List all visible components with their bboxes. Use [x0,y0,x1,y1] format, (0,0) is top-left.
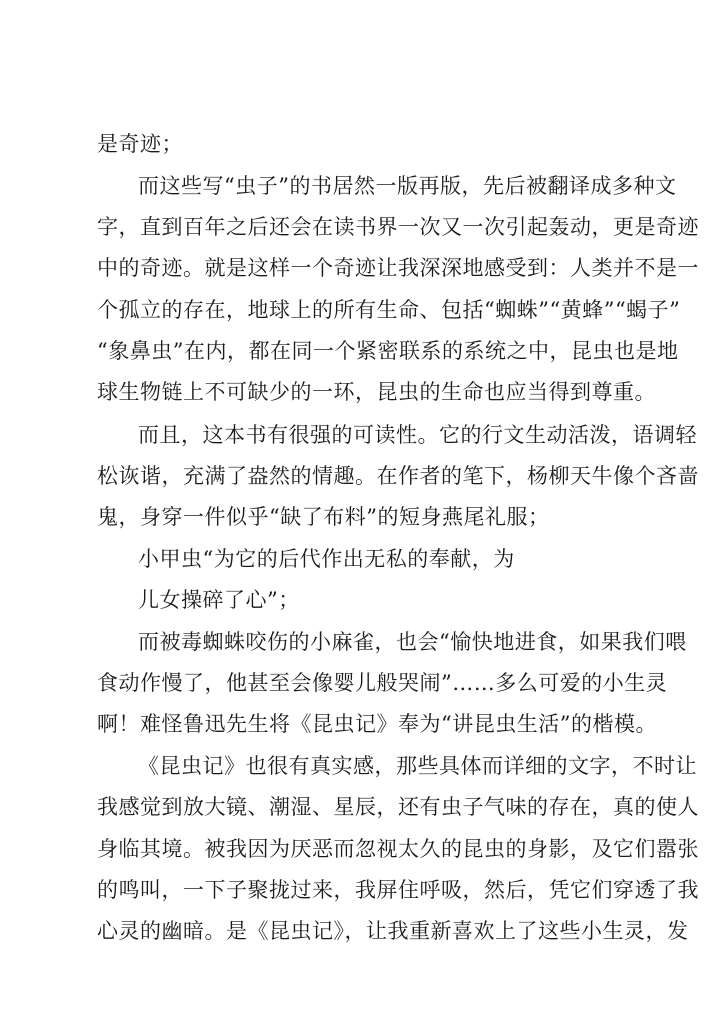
text-line: 啊！难怪鲁迅先生将《昆虫记》奉为“讲昆虫生活”的楷模。 [97,712,657,736]
text-line: 的鸣叫，一下子聚拢过来，我屏住呼吸，然后，凭它们穿透了我 [97,878,699,902]
text-line: 球生物链上不可缺少的一环，昆虫的生命也应当得到尊重。 [97,380,656,404]
text-line: 而且，这本书有很强的可读性。它的行文生动活泼，语调轻 [138,423,697,447]
text-line: 儿女操碎了心”； [138,588,300,612]
text-line: 身临其境。被我因为厌恶而忽视太久的昆虫的身影，及它们嚣张 [97,837,699,861]
text-line: 而被毒蜘蛛咬伤的小麻雀，也会“愉快地进食，如果我们喂 [138,630,687,654]
text-line: 小甲虫“为它的后代作出无私的奉献，为 [138,547,515,571]
text-line: 个孤立的存在，地球上的所有生命、包括“蜘蛛”“黄蜂”“蝎子” [97,298,681,322]
text-line: 而这些写“虫子”的书居然一版再版，先后被翻译成多种文 [138,174,677,198]
text-line: 鬼，身穿一件似乎“缺了布料”的短身燕尾礼服； [97,505,550,529]
text-line: 中的奇迹。就是这样一个奇迹让我深深地感受到：人类并不是一 [97,256,699,280]
text-line: 松诙谐，充满了盎然的情趣。在作者的笔下，杨柳天牛像个吝啬 [97,464,699,488]
text-line: 《昆虫记》也很有真实感，那些具体而详细的文字，不时让 [138,754,697,778]
text-line: 食动作慢了，他甚至会像婴儿般哭闹”……多么可爱的小生灵 [97,671,668,695]
text-line: 是奇迹； [97,132,183,156]
text-line: 心灵的幽暗。是《昆虫记》，让我重新喜欢上了这些小生灵，发 [97,919,689,943]
text-line: “象鼻虫”在内，都在同一个紧密联系的系统之中，昆虫也是地 [97,339,679,363]
text-line: 字，直到百年之后还会在读书界一次又一次引起轰动，更是奇迹 [97,215,699,239]
text-line: 我感觉到放大镜、潮湿、星辰，还有虫子气味的存在，真的使人 [97,795,699,819]
